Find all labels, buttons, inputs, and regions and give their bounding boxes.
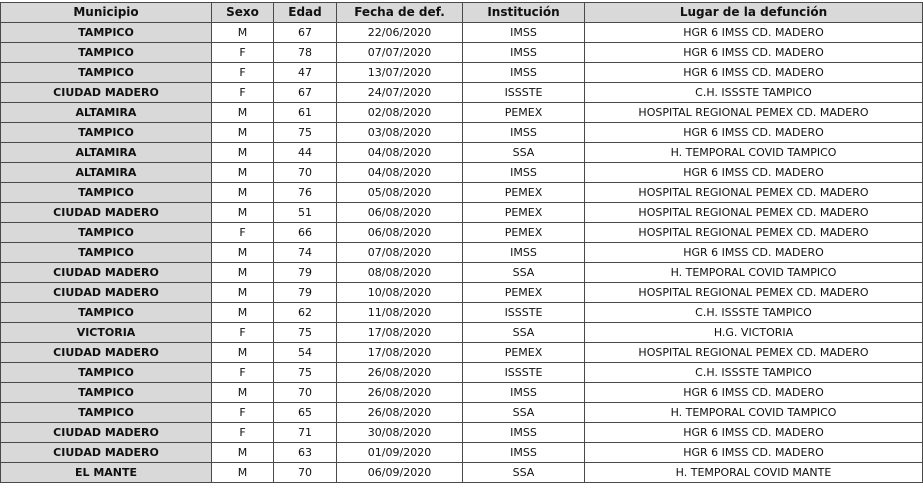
sexo-cell: M: [212, 283, 274, 303]
edad-cell: 54: [274, 343, 337, 363]
sexo-cell: M: [212, 463, 274, 483]
table-row: [1, 143, 923, 163]
header-sexo: Sexo: [212, 3, 274, 23]
municipio-cell: CIUDAD MADERO: [1, 283, 212, 303]
header-edad: Edad: [274, 3, 337, 23]
table-header: [1, 3, 923, 23]
edad-cell: 75: [274, 123, 337, 143]
fecha-cell: 08/08/2020: [337, 263, 463, 283]
municipio-cell: ALTAMIRA: [1, 163, 212, 183]
municipio-cell: TAMPICO: [1, 363, 212, 383]
edad-cell: 62: [274, 303, 337, 323]
lugar-cell: HGR 6 IMSS CD. MADERO: [585, 43, 923, 63]
header-row: [1, 3, 923, 23]
edad-cell: 61: [274, 103, 337, 123]
municipio-cell: TAMPICO: [1, 303, 212, 323]
institucion-cell: PEMEX: [463, 183, 585, 203]
lugar-cell: HOSPITAL REGIONAL PEMEX CD. MADERO: [585, 183, 923, 203]
edad-cell: 65: [274, 403, 337, 423]
sexo-cell: M: [212, 303, 274, 323]
edad-cell: 51: [274, 203, 337, 223]
table-row: [1, 223, 923, 243]
sexo-cell: F: [212, 63, 274, 83]
sexo-cell: F: [212, 223, 274, 243]
fecha-cell: 02/08/2020: [337, 103, 463, 123]
lugar-cell: H.G. VICTORIA: [585, 323, 923, 343]
municipio-cell: CIUDAD MADERO: [1, 203, 212, 223]
institucion-cell: ISSSTE: [463, 83, 585, 103]
edad-cell: 70: [274, 163, 337, 183]
table-row: [1, 83, 923, 103]
table-row: [1, 323, 923, 343]
sexo-cell: M: [212, 383, 274, 403]
fecha-cell: 07/07/2020: [337, 43, 463, 63]
sexo-cell: F: [212, 423, 274, 443]
fecha-cell: 11/08/2020: [337, 303, 463, 323]
table-row: [1, 63, 923, 83]
edad-cell: 67: [274, 83, 337, 103]
municipio-cell: CIUDAD MADERO: [1, 263, 212, 283]
edad-cell: 47: [274, 63, 337, 83]
edad-cell: 44: [274, 143, 337, 163]
sexo-cell: F: [212, 43, 274, 63]
sexo-cell: F: [212, 363, 274, 383]
table-row: [1, 43, 923, 63]
sexo-cell: M: [212, 143, 274, 163]
edad-cell: 79: [274, 263, 337, 283]
edad-cell: 75: [274, 323, 337, 343]
municipio-cell: VICTORIA: [1, 323, 212, 343]
lugar-cell: HOSPITAL REGIONAL PEMEX CD. MADERO: [585, 223, 923, 243]
fecha-cell: 13/07/2020: [337, 63, 463, 83]
fecha-cell: 06/09/2020: [337, 463, 463, 483]
institucion-cell: IMSS: [463, 243, 585, 263]
lugar-cell: H. TEMPORAL COVID TAMPICO: [585, 143, 923, 163]
fecha-cell: 06/08/2020: [337, 223, 463, 243]
edad-cell: 70: [274, 383, 337, 403]
lugar-cell: HOSPITAL REGIONAL PEMEX CD. MADERO: [585, 103, 923, 123]
sexo-cell: M: [212, 123, 274, 143]
lugar-cell: HOSPITAL REGIONAL PEMEX CD. MADERO: [585, 283, 923, 303]
sexo-cell: M: [212, 163, 274, 183]
fecha-cell: 30/08/2020: [337, 423, 463, 443]
deaths-table: [0, 2, 923, 483]
municipio-cell: CIUDAD MADERO: [1, 423, 212, 443]
fecha-cell: 07/08/2020: [337, 243, 463, 263]
lugar-cell: C.H. ISSSTE TAMPICO: [585, 303, 923, 323]
municipio-cell: ALTAMIRA: [1, 103, 212, 123]
lugar-cell: H. TEMPORAL COVID MANTE: [585, 463, 923, 483]
institucion-cell: SSA: [463, 263, 585, 283]
institucion-cell: PEMEX: [463, 223, 585, 243]
municipio-cell: TAMPICO: [1, 243, 212, 263]
municipio-cell: TAMPICO: [1, 403, 212, 423]
institucion-cell: SSA: [463, 463, 585, 483]
sexo-cell: M: [212, 243, 274, 263]
sexo-cell: M: [212, 103, 274, 123]
lugar-cell: HGR 6 IMSS CD. MADERO: [585, 383, 923, 403]
institucion-cell: PEMEX: [463, 103, 585, 123]
lugar-cell: HGR 6 IMSS CD. MADERO: [585, 243, 923, 263]
municipio-cell: ALTAMIRA: [1, 143, 212, 163]
lugar-cell: HOSPITAL REGIONAL PEMEX CD. MADERO: [585, 203, 923, 223]
fecha-cell: 06/08/2020: [337, 203, 463, 223]
institucion-cell: PEMEX: [463, 283, 585, 303]
table-row: [1, 423, 923, 443]
municipio-cell: EL MANTE: [1, 463, 212, 483]
edad-cell: 75: [274, 363, 337, 383]
fecha-cell: 22/06/2020: [337, 23, 463, 43]
institucion-cell: IMSS: [463, 123, 585, 143]
municipio-cell: CIUDAD MADERO: [1, 83, 212, 103]
fecha-cell: 03/08/2020: [337, 123, 463, 143]
fecha-cell: 17/08/2020: [337, 323, 463, 343]
table-row: [1, 283, 923, 303]
table-body: [1, 23, 923, 483]
header-fecha: Fecha de def.: [337, 3, 463, 23]
sexo-cell: M: [212, 23, 274, 43]
municipio-cell: TAMPICO: [1, 23, 212, 43]
edad-cell: 70: [274, 463, 337, 483]
lugar-cell: HGR 6 IMSS CD. MADERO: [585, 163, 923, 183]
table-row: [1, 163, 923, 183]
fecha-cell: 26/08/2020: [337, 363, 463, 383]
header-lugar: Lugar de la defunción: [585, 3, 923, 23]
fecha-cell: 05/08/2020: [337, 183, 463, 203]
lugar-cell: C.H. ISSSTE TAMPICO: [585, 83, 923, 103]
municipio-cell: CIUDAD MADERO: [1, 443, 212, 463]
header-institucion: Institución: [463, 3, 585, 23]
institucion-cell: PEMEX: [463, 203, 585, 223]
edad-cell: 71: [274, 423, 337, 443]
table-row: [1, 463, 923, 483]
sexo-cell: M: [212, 443, 274, 463]
sexo-cell: M: [212, 203, 274, 223]
municipio-cell: TAMPICO: [1, 123, 212, 143]
table-row: [1, 263, 923, 283]
municipio-cell: TAMPICO: [1, 183, 212, 203]
table-row: [1, 203, 923, 223]
table-row: [1, 443, 923, 463]
table-row: [1, 403, 923, 423]
edad-cell: 67: [274, 23, 337, 43]
institucion-cell: SSA: [463, 323, 585, 343]
sexo-cell: M: [212, 343, 274, 363]
edad-cell: 79: [274, 283, 337, 303]
institucion-cell: IMSS: [463, 423, 585, 443]
table-row: [1, 383, 923, 403]
municipio-cell: TAMPICO: [1, 223, 212, 243]
institucion-cell: ISSSTE: [463, 363, 585, 383]
sexo-cell: F: [212, 403, 274, 423]
edad-cell: 74: [274, 243, 337, 263]
fecha-cell: 10/08/2020: [337, 283, 463, 303]
lugar-cell: HGR 6 IMSS CD. MADERO: [585, 23, 923, 43]
lugar-cell: HGR 6 IMSS CD. MADERO: [585, 63, 923, 83]
institucion-cell: ISSSTE: [463, 303, 585, 323]
fecha-cell: 04/08/2020: [337, 143, 463, 163]
fecha-cell: 04/08/2020: [337, 163, 463, 183]
lugar-cell: HGR 6 IMSS CD. MADERO: [585, 123, 923, 143]
institucion-cell: IMSS: [463, 443, 585, 463]
sexo-cell: F: [212, 323, 274, 343]
lugar-cell: C.H. ISSSTE TAMPICO: [585, 363, 923, 383]
institucion-cell: SSA: [463, 403, 585, 423]
lugar-cell: HGR 6 IMSS CD. MADERO: [585, 423, 923, 443]
fecha-cell: 26/08/2020: [337, 403, 463, 423]
sexo-cell: M: [212, 183, 274, 203]
edad-cell: 66: [274, 223, 337, 243]
lugar-cell: H. TEMPORAL COVID TAMPICO: [585, 263, 923, 283]
institucion-cell: PEMEX: [463, 343, 585, 363]
municipio-cell: TAMPICO: [1, 63, 212, 83]
institucion-cell: IMSS: [463, 43, 585, 63]
fecha-cell: 26/08/2020: [337, 383, 463, 403]
edad-cell: 78: [274, 43, 337, 63]
municipio-cell: CIUDAD MADERO: [1, 343, 212, 363]
lugar-cell: HOSPITAL REGIONAL PEMEX CD. MADERO: [585, 343, 923, 363]
institucion-cell: IMSS: [463, 163, 585, 183]
institucion-cell: IMSS: [463, 63, 585, 83]
table-row: [1, 343, 923, 363]
institucion-cell: SSA: [463, 143, 585, 163]
table-row: [1, 103, 923, 123]
fecha-cell: 01/09/2020: [337, 443, 463, 463]
table-row: [1, 303, 923, 323]
edad-cell: 63: [274, 443, 337, 463]
edad-cell: 76: [274, 183, 337, 203]
institucion-cell: IMSS: [463, 23, 585, 43]
municipio-cell: TAMPICO: [1, 383, 212, 403]
sexo-cell: F: [212, 83, 274, 103]
institucion-cell: IMSS: [463, 383, 585, 403]
table-row: [1, 183, 923, 203]
fecha-cell: 24/07/2020: [337, 83, 463, 103]
lugar-cell: HGR 6 IMSS CD. MADERO: [585, 443, 923, 463]
sexo-cell: M: [212, 263, 274, 283]
header-municipio: Municipio: [1, 3, 212, 23]
municipio-cell: TAMPICO: [1, 43, 212, 63]
table-row: [1, 123, 923, 143]
table-row: [1, 23, 923, 43]
lugar-cell: H. TEMPORAL COVID TAMPICO: [585, 403, 923, 423]
fecha-cell: 17/08/2020: [337, 343, 463, 363]
table-row: [1, 363, 923, 383]
table-row: [1, 243, 923, 263]
